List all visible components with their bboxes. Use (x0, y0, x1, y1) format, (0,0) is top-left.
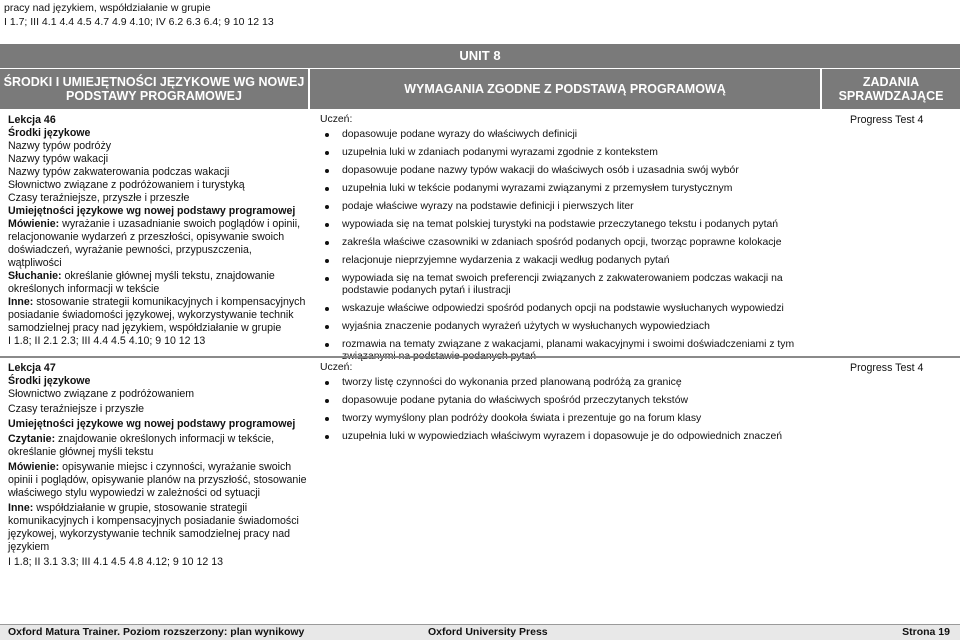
requirement-item: tworzy wymyślony plan podróży dookoła świata i prezentuje go na forum klasy (320, 413, 818, 425)
requirement-item: uzupełnia luki w zdaniach podanymi wyrazami zgodnie z kontekstem (320, 147, 818, 159)
lesson-title: Lekcja 47 (8, 362, 56, 374)
requirement-item: dopasowuje podane pytania do właściwych spośród przeczytanych tekstów (320, 395, 818, 407)
footer-title: Oxford Matura Trainer. Poziom rozszerzony: plan wynikowy (8, 626, 305, 638)
requirement-item: podaje właściwe wyrazy na podstawie definicji i pierwszych liter (320, 201, 818, 213)
vocab-item: Słownictwo związane z podróżowaniem i turystyką (8, 179, 245, 191)
lesson-title: Lekcja 46 (8, 114, 56, 126)
skills-heading: Umiejętności językowe wg nowej podstawy programowej (8, 418, 296, 430)
vocab-item: Czasy teraźniejsze i przyszłe (8, 403, 144, 415)
requirements-list (320, 377, 818, 443)
skill-speaking: Mówienie: opisywanie miejsc i czynności, wyrażanie swoich opinii i poglądów, opisywanie planów na przyszłość, stosowanie właściwego stylu wypowiedzi w zależności od sytuacji (8, 461, 307, 499)
requirement-item: wypowiada się na temat swoich preferencji związanych z zakwaterowaniem podczas wakacji na podstawie podanych pytań i ilustracji (320, 273, 818, 297)
requirement-item: relacjonuje nieprzyjemne wydarzenia z wakacji według podanych pytań (320, 255, 818, 267)
student-label: Uczeń: (320, 362, 353, 373)
curriculum-codes: I 1.8; II 3.1 3.3; III 4.1 4.5 4.8 4.12; 9 10 12 13 (8, 556, 223, 568)
requirement-item: uzupełnia luki w tekście podanymi wyrazami związanymi z przemysłem turystycznym (320, 183, 818, 195)
skill-speaking: Mówienie: wyrażanie i uzasadnianie swoich poglądów i opinii, relacjonowanie wydarzeń z przeszłości, opisywanie swoich doświadczeń, wyrażanie pewności, przypuszczenia, wątpliwości (8, 218, 301, 269)
requirement-item: dopasowuje podane nazwy typów wakacji do właściwych osób i uzasadnia swój wybór (320, 165, 818, 177)
page-footer (0, 624, 960, 640)
skills-heading: Umiejętności językowe wg nowej podstawy programowej (8, 205, 296, 217)
table-header (0, 69, 960, 109)
skill-reading: Czytanie: znajdowanie określonych informacji w tekście, określanie głównej myśli tekstu (8, 433, 275, 458)
requirement-item: wyjaśnia znaczenie podanych wyrażeń użytych w wysłuchanych wypowiedziach (320, 321, 818, 333)
header-tests: ZADANIA SPRAWDZAJĄCE (822, 69, 960, 109)
vocab-item: Słownictwo związane z podróżowaniem (8, 388, 195, 400)
requirement-item: uzupełnia luki w wypowiedziach właściwym wyrazem i dopasowuje je do odpowiednich znaczeń (320, 431, 818, 443)
footer-publisher: Oxford University Press (428, 626, 548, 638)
lesson-46-row (0, 114, 960, 369)
skill-other: Inne: współdziałanie w grupie, stosowanie strategii komunikacyjnych i kompensacyjnych posiadanie świadomości językowej, wykorzystywanie technik samodzielnej pracy nad językiem (8, 502, 299, 553)
previous-page-fragment (4, 1, 274, 29)
requirement-item: rozmawia na tematy związane z wakacjami, planami wakacyjnymi i swoimi doświadczeniami z tym (320, 339, 818, 363)
vocab-item: Czasy teraźniejsze, przyszłe i przeszłe (8, 192, 190, 204)
requirement-item: wypowiada się na temat polskiej turystyki na podstawie przeczytanego tekstu i podanych pytań (320, 219, 818, 231)
vocab-item: Nazwy typów podróży (8, 140, 112, 152)
requirement-item: tworzy listę czynności do wykonania przed planowaną podróżą za granicę (320, 377, 818, 389)
requirement-item: dopasowuje podane wyrazy do właściwych definicji (320, 129, 818, 141)
fragment-line-2: I 1.7; III 4.1 4.4 4.5 4.7 4.9 4.10; IV 6.2 6.3 6.4; 9 10 12 13 (4, 16, 274, 28)
unit-title-bar: UNIT 8 (0, 44, 960, 68)
footer-page-number: Strona 19 (902, 626, 950, 638)
skill-other: Inne: stosowanie strategii komunikacyjnych i kompensacyjnych posiadanie świadomości językowej, wykorzystywanie technik samodzielnej pracy nad językiem, współdziałanie w grupie (8, 296, 306, 334)
language-means-heading: Środki językowe (8, 127, 91, 139)
row-divider (0, 356, 960, 358)
requirement-item: wskazuje właściwe odpowiedzi spośród podanych opcji na podstawie wysłuchanych wypowiedzi (320, 303, 818, 315)
lesson-47-requirements (308, 362, 818, 569)
lesson-46-means (0, 114, 308, 369)
lesson-47-means (0, 362, 308, 569)
fragment-line-1: pracy nad językiem, współdziałanie w grupie (4, 2, 211, 14)
lesson-47-tests (818, 362, 960, 569)
header-requirements: WYMAGANIA ZGODNE Z PODSTAWĄ PROGRAMOWĄ (310, 69, 820, 109)
requirement-item: zakreśla właściwe czasowniki w zdaniach spośród podanych opcji, tworząc poprawne kolokacje (320, 237, 818, 249)
skill-listening: Słuchanie: określanie głównej myśli tekstu, znajdowanie określonych informacji w tekście (8, 270, 275, 295)
progress-test-label: Progress Test 4 (850, 362, 924, 374)
progress-test-label: Progress Test 4 (850, 114, 924, 126)
lesson-46-tests (818, 114, 960, 369)
vocab-item: Nazwy typów zakwaterowania podczas wakacji (8, 166, 230, 178)
vocab-item: Nazwy typów wakacji (8, 153, 109, 165)
curriculum-codes: I 1.8; II 2.1 2.3; III 4.4 4.5 4.10; 9 10 12 13 (8, 335, 206, 347)
requirements-list (320, 129, 818, 363)
language-means-heading: Środki językowe (8, 375, 91, 387)
lesson-46-requirements (308, 114, 818, 369)
header-means-skills: ŚRODKI I UMIEJĘTNOŚCI JĘZYKOWE WG NOWEJ PODSTAWY PROGRAMOWEJ (0, 69, 308, 109)
student-label: Uczeń: (320, 114, 353, 125)
lesson-47-row (0, 362, 960, 569)
